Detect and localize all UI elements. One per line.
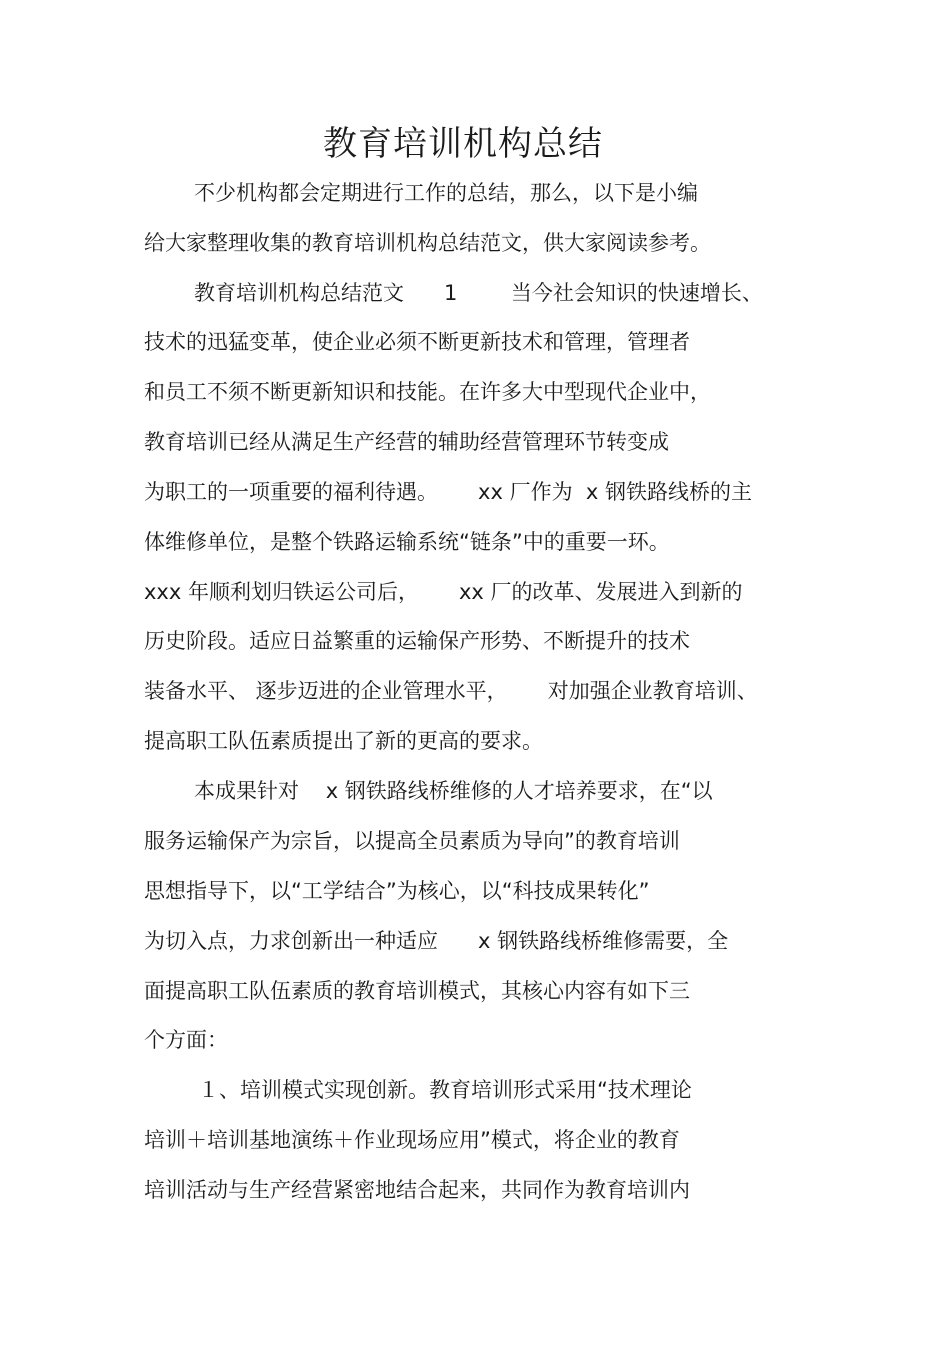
paragraph-line: 装备水平、 逐步迈进的企业管理水平， 对加强企业教育培训、 <box>144 679 758 703</box>
paragraph-line: 为切入点，力求创新出一种适应 x 钢铁路线桥维修需要，全 <box>144 929 729 953</box>
paragraph-line: 体维修单位，是整个铁路运输系统“链条”中的重要一环。 <box>144 530 670 554</box>
paragraph-line: xxx 年顺利划归铁运公司后， xx 厂的改革、发展进入到新的 <box>144 580 743 604</box>
paragraph-line: 不少机构都会定期进行工作的总结，那么，以下是小编 <box>194 181 698 205</box>
paragraph-line: 面提高职工队伍素质的教育培训模式，其核心内容有如下三 <box>144 979 690 1003</box>
document-title: 教育培训机构总结 <box>323 124 603 164</box>
paragraph-line: 思想指导下，以“工学结合”为核心，以“科技成果转化” <box>144 879 650 903</box>
paragraph-line: 服务运输保产为宗旨，以提高全员素质为导向”的教育培训 <box>144 829 680 853</box>
paragraph-line: 培训活动与生产经营紧密地结合起来，共同作为教育培训内 <box>144 1178 690 1202</box>
paragraph-line: 培训＋培训基地演练＋作业现场应用”模式，将企业的教育 <box>144 1128 680 1152</box>
paragraph-line: 教育培训机构总结范文 1 当今社会知识的快速增长、 <box>194 281 763 305</box>
paragraph-line: 给大家整理收集的教育培训机构总结范文，供大家阅读参考。 <box>144 231 711 255</box>
paragraph-line: 技术的迅猛变革，使企业必须不断更新技术和管理，管理者 <box>144 330 690 354</box>
paragraph-line: 历史阶段。适应日益繁重的运输保产形势、不断提升的技术 <box>144 629 690 653</box>
paragraph-line: 个方面： <box>144 1028 228 1052</box>
paragraph-line: 提高职工队伍素质提出了新的更高的要求。 <box>144 729 543 753</box>
paragraph-line: １、培训模式实现创新。教育培训形式采用“技术理论 <box>198 1078 692 1102</box>
paragraph-line: 本成果针对 x 钢铁路线桥维修的人才培养要求，在“以 <box>194 779 713 803</box>
paragraph-line: 为职工的一项重要的福利待遇。 xx 厂作为 x 钢铁路线桥的主 <box>144 480 753 504</box>
paragraph-line: 教育培训已经从满足生产经营的辅助经营管理环节转变成 <box>144 430 669 454</box>
paragraph-line: 和员工不须不断更新知识和技能。在许多大中型现代企业中， <box>144 380 711 404</box>
